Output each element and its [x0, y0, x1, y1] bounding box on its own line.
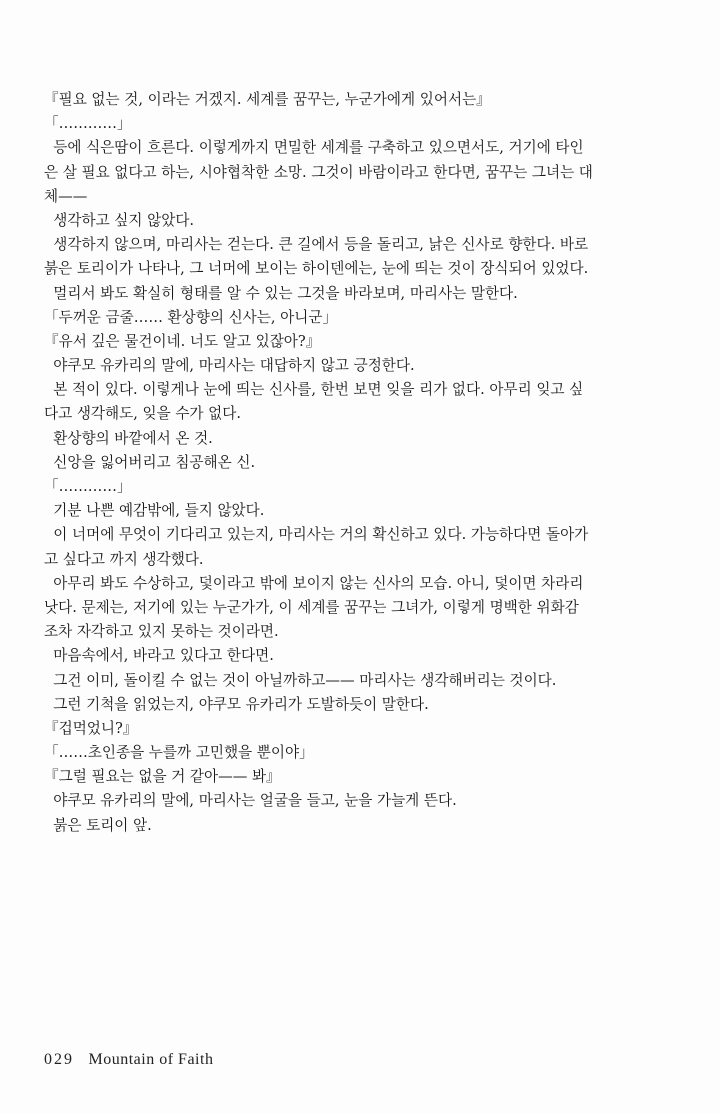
text-line: 이 너머에 무엇이 기다리고 있는지, 마리사는 거의 확신하고 있다. 가능하다면 돌아가 [44, 526, 589, 544]
page-number: 029 [44, 1051, 74, 1068]
text-line: 기분 나쁜 예감밖에, 들지 않았다. [44, 502, 265, 520]
text-line: 그런 기척을 읽었는지, 야쿠모 유카리가 도발하듯이 말한다. [44, 695, 429, 713]
text-line: 「두꺼운 금줄…… 환상향의 신사는, 아니군」 [44, 308, 338, 326]
text-line: 「……초인종을 누를까 고민했을 뿐이야」 [44, 744, 314, 762]
text-line: 「…………」 [44, 478, 132, 495]
text-line: 생각하지 않으며, 마리사는 걷는다. 큰 길에서 등을 돌리고, 낡은 신사로 향한다. 바로 [44, 236, 589, 254]
text-line: 그건 이미, 돌이킬 수 없는 것이 아닐까하고—— 마리사는 생각해버리는 것이다. [44, 671, 557, 689]
text-line: 등에 식은땀이 흐른다. 이렇게까지 면밀한 세계를 구축하고 있으면서도, 거기에 타인 [44, 139, 584, 157]
text-line: 환상향의 바깥에서 온 것. [44, 429, 213, 447]
text-line: 붉은 토리이가 나타나, 그 너머에 보이는 하이덴에는, 눈에 띄는 것이 장식되어 있었다. [44, 260, 589, 278]
body-text [44, 88, 684, 838]
text-line: 생각하고 싶지 않았다. [44, 211, 195, 229]
text-line: 붉은 토리이 앞. [44, 816, 152, 834]
text-line: 멀리서 봐도 확실히 형태를 알 수 있는 그것을 바라보며, 마리사는 말한다. [44, 284, 518, 302]
text-line: 『유서 깊은 물건이네. 너도 알고 있잖아?』 [44, 332, 321, 350]
text-line: 낫다. 문제는, 저기에 있는 누군가가, 이 세계를 꿈꾸는 그녀가, 이렇게 명백한 위화감 [44, 598, 579, 616]
text-line: 야쿠모 유카리의 말에, 마리사는 얼굴을 들고, 눈을 가늘게 뜬다. [44, 792, 457, 810]
text-line: 본 적이 있다. 이렇게나 눈에 띄는 신사를, 한번 보면 잊을 리가 없다. 아무리 잊고 싶 [44, 381, 584, 399]
text-line: 마음속에서, 바라고 있다고 한다면. [44, 647, 274, 665]
text-line: 조차 자각하고 있지 못하는 것이라면. [44, 623, 279, 641]
text-line: 「…………」 [44, 115, 132, 133]
text-line: 『겁먹었니?』 [44, 719, 138, 737]
text-line: 신앙을 잃어버리고 침공해온 신. [44, 453, 256, 471]
text-line: 다고 생각해도, 잊을 수가 없다. [44, 405, 242, 423]
text-line: 체—— [44, 187, 88, 205]
text-line: 은 살 필요 없다고 하는, 시야협착한 소망. 그것이 바람이라고 한다면, 꿈꾸는 그녀는 대 [44, 163, 593, 181]
page-footer [44, 1051, 213, 1069]
book-title: Mountain of Faith [88, 1051, 214, 1068]
text-line: 『필요 없는 것, 이라는 거겠지. 세계를 꿈꾸는, 누군가에게 있어서는』 [44, 91, 491, 108]
text-line: 『그럴 필요는 없을 거 같아—— 봐』 [44, 768, 281, 786]
text-line: 야쿠모 유카리의 말에, 마리사는 대답하지 않고 긍정한다. [44, 357, 415, 375]
text-line: 아무리 봐도 수상하고, 덫이라고 밖에 보이지 않는 신사의 모습. 아니, 덫이면 차라리 [44, 574, 584, 592]
text-line: 고 싶다고 까지 생각했다. [44, 550, 204, 568]
